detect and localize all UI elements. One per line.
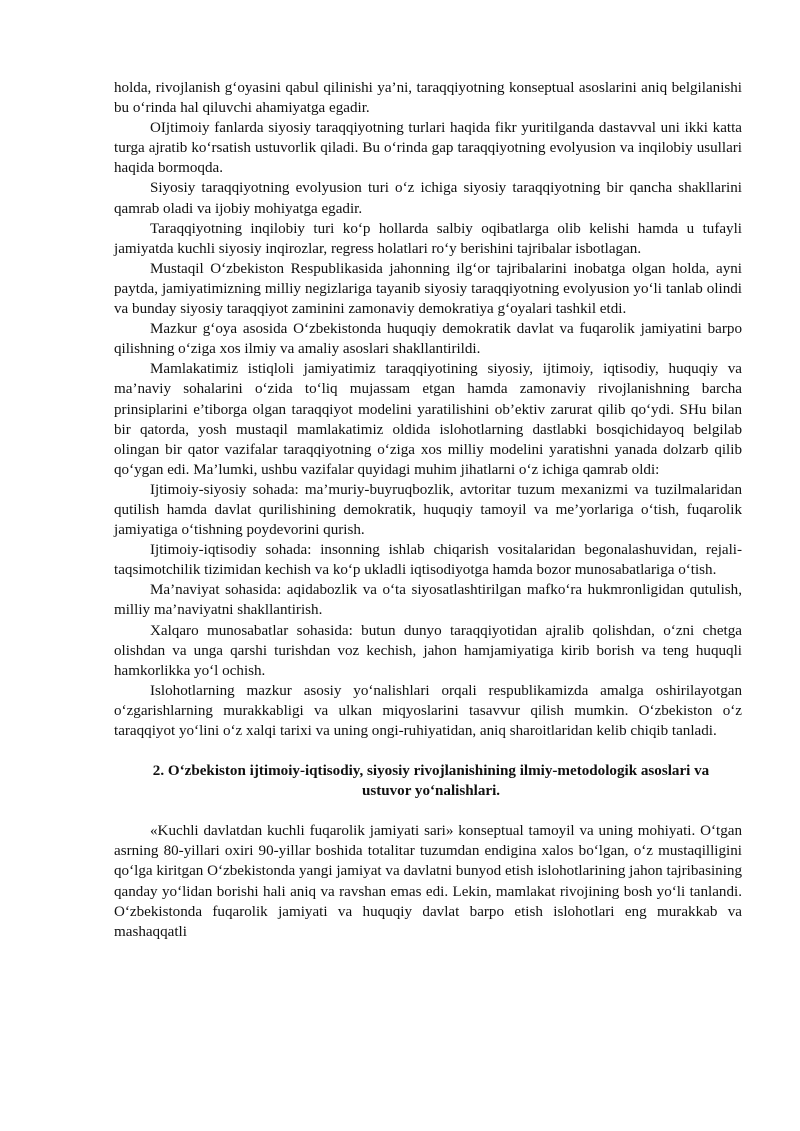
paragraph-revolutionary-type: Taraqqiyotning inqilobiy turi ko‘p hollarda salbiy oqibatlarga olib kelishi hamda u tufayli jamiyatda kuchli siyosiy inqirozlar, regress holatlari ro‘y berishini tajribalar isbotlagan. bbox=[114, 220, 742, 257]
paragraph-development-types: OIjtimoiy fanlarda siyosiy taraqqiyotning turlari haqida fikr yuritilganda dastavval uni ikki katta turga ajratib ko‘rsatish ustuvorlik qiladi. Bu o‘rinda gap taraqqiyotning evolyusion va inqilobiy usullari haqida bormoqda. bbox=[114, 120, 742, 177]
document-page bbox=[114, 78, 742, 942]
paragraph-socio-political-sphere: Ijtimoiy-siyosiy sohada: ma’muriy-buyruqbozlik, avtoritar tuzum mexanizmi va tuzilmalaridan qutilish hamda davlat qurilishining demokratik, huquqiy tamoyil va me’yorlariga o‘tish, fuqarolik jamiyatiga o‘tishning poydevorini qurish. bbox=[114, 481, 742, 539]
paragraph-spiritual-sphere: Ma’naviyat sohasida: aqidabozlik va o‘ta siyosatlashtirilgan mafko‘ra hukmronligidan qutulish, milliy ma’naviyatni shakllantirish. bbox=[114, 582, 742, 619]
section-heading: 2. O‘zbekiston ijtimoiy-iqtisodiy, siyosiy rivojlanishining ilmiy-metodologik asoslari va ustuvor yo‘nalishlari. bbox=[152, 763, 710, 800]
paragraph-socio-economic-sphere: Ijtimoiy-iqtisodiy sohada: insonning ishlab chiqarish vositalaridan begonalashuvidan, rejali-taqsimotchilik tizimidan kechish va ko‘p ukladli iqtisodiyotga hamda bozor munosabatlariga o‘tish. bbox=[114, 542, 742, 579]
paragraph-continuation: holda, rivojlanish g‘oyasini qabul qilinishi ya’ni, taraqqiyotning konseptual asoslarini aniq belgilanishi bu o‘rinda hal qiluvchi ahamiyatga egadir. bbox=[114, 80, 742, 117]
paragraph-strong-state-to-civil-society: «Kuchli davlatdan kuchli fuqarolik jamiyati sari» konseptual tamoyil va uning mohiyati. O‘tgan asrning 80-yillari oxiri 90-yillar boshida totalitar tuzumdan endigina xalos bo‘lgan, o‘z mustaqilligini qo‘lga kiritgan O‘zbekistonda yangi jamiyat va davlatni bunyod etish islohotlarining jahon tajribasining qanday yo‘lidan borishi hali aniq va ravshan emas edi. Lekin, mamlakat rivojining bosh yo‘li tanlandi. O‘zbekistonda fuqarolik jamiyati va huquqiy davlat barpo etish islohotlari eng murakkab va mashaqqatli bbox=[114, 823, 742, 940]
paragraph-development-model: Mamlakatimiz istiqloli jamiyatimiz taraqqiyotining siyosiy, ijtimoiy, iqtisodiy, huquqiy va ma’naviy sohalarini o‘zida to‘liq mujassam etgan hamda zamonaviy rivojlanishning barcha prinsiplarini e’tiborga olgan taraqqiyot modelini yaratilishini ob’ektiv zarurat qilib qo‘ydi. SHu bilan bir qatorda, yosh mustaqil mamlakatimiz oldida islohotlarning dastlabki bosqichidayoq belgilab olingan bir qator vazifalar taraqqiyotning o‘ziga xos milliy modelini yaratishni yanada dolzarb qilib qo‘ygan edi. Ma’lumki, ushbu vazifalar quyidagi muhim jihatlarni o‘z ichiga qamrab oldi: bbox=[114, 361, 742, 478]
paragraph-legal-democratic-state: Mazkur g‘oya asosida O‘zbekistonda huquqiy demokratik davlat va fuqarolik jamiyatini barpo qilishning o‘ziga xos ilmiy va amaliy asoslari shakllantirildi. bbox=[114, 321, 742, 358]
paragraph-international-relations: Xalqaro munosabatlar sohasida: butun dunyo taraqqiyotidan ajralib qolishdan, o‘zni chetga olishdan va unga qarshi turishdan voz kechish, jahon hamjamiyatiga kirib borish va teng huquqli hamkorlikka yo‘l ochish. bbox=[114, 622, 742, 679]
paragraph-reform-directions: Islohotlarning mazkur asosiy yo‘nalishlari orqali respublikamizda amalga oshirilayotgan o‘zgarishlarning murakkabligi va ulkan miqyoslarini tasavvur qilish mumkin. O‘zbekiston o‘z taraqqiyot yo‘lini o‘z xalqi tarixi va uning ongi-ruhiyatidan, aniq sharoitlaridan kelib chiqib tanladi. bbox=[114, 682, 742, 739]
paragraph-independent-uzbekistan: Mustaqil O‘zbekiston Respublikasida jahonning ilg‘or tajribalarini inobatga olgan holda, ayni paytda, jamiyatimizning milliy negizlariga tayanib siyosiy taraqqiyotning evolyusion yo‘li tanlab olindi va bunday siyosiy taraqqiyot zaminini zamonaviy demokratiya g‘oyalari tashkil etdi. bbox=[114, 260, 742, 318]
paragraph-evolutionary-type: Siyosiy taraqqiyotning evolyusion turi o‘z ichiga siyosiy taraqqiyotning bir qancha shakllarini qamrab oladi va ijobiy mohiyatga egadir. bbox=[114, 180, 742, 217]
